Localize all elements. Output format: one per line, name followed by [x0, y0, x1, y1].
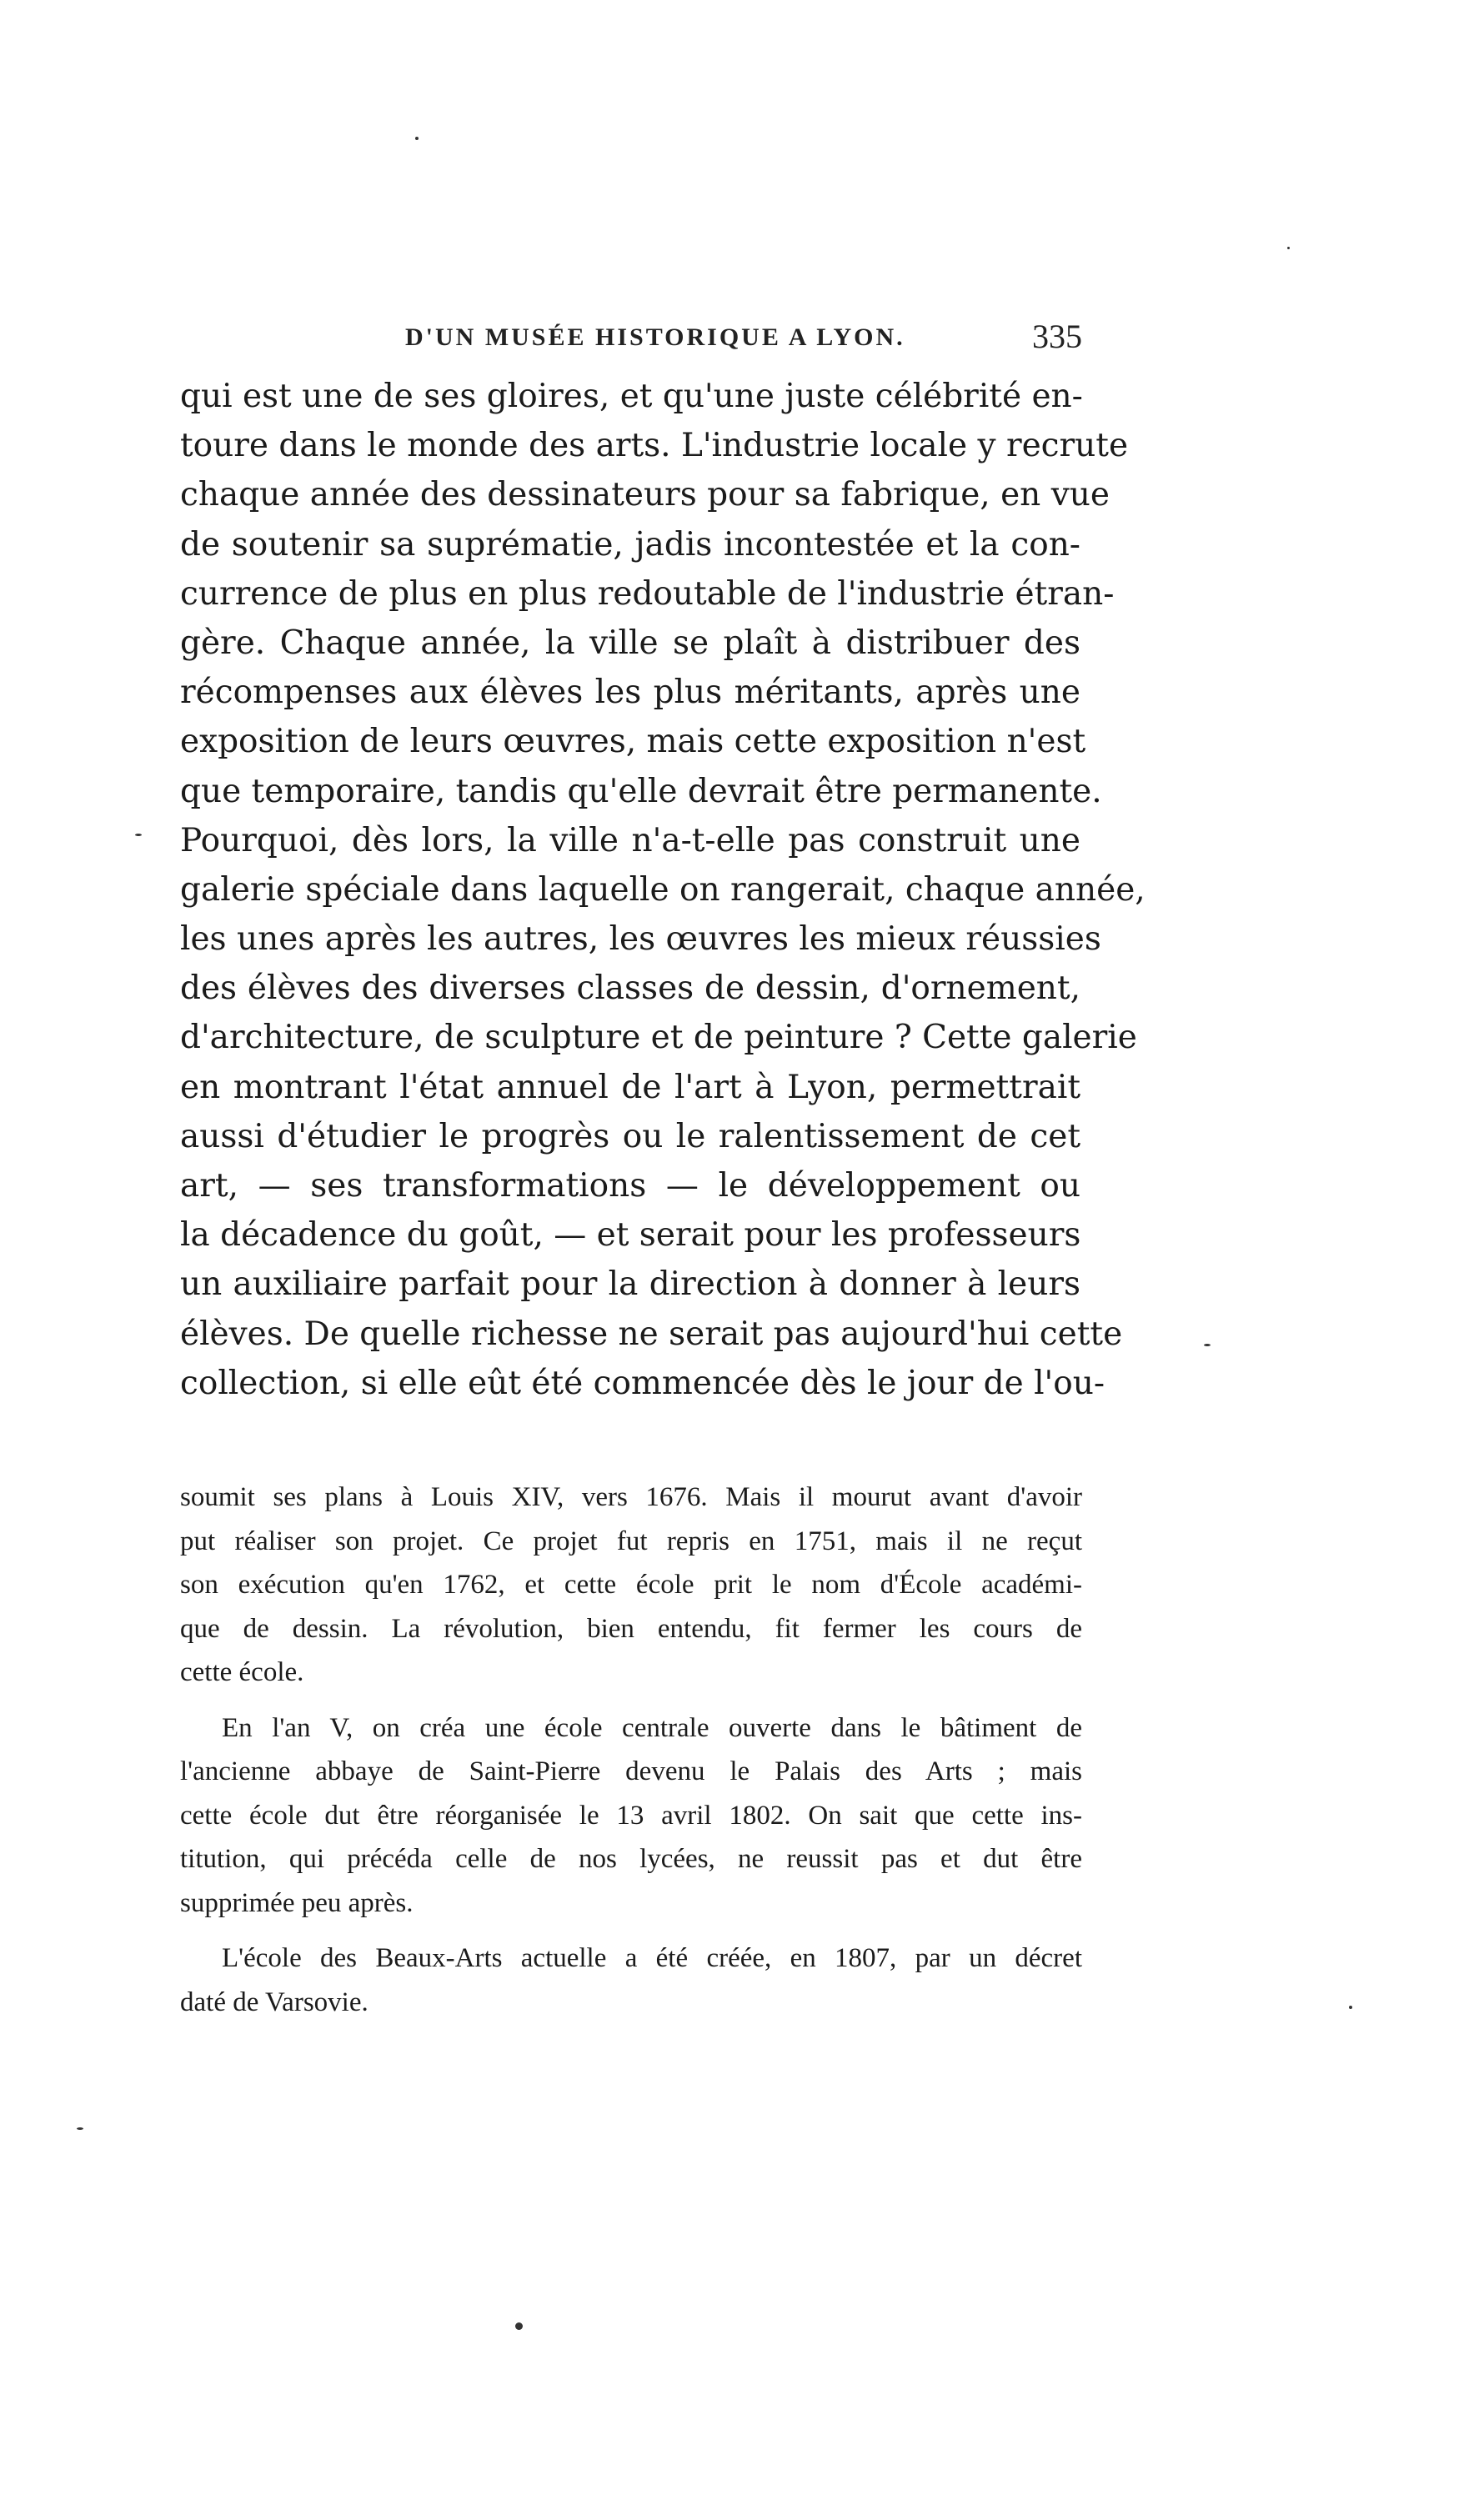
body-line: que temporaire, tandis qu'elle devrait être permanente. [180, 772, 1102, 810]
footnote-line: supprimée peu après. [180, 1887, 414, 1918]
body-line: en montrant l'état annuel de l'art à Lyon, permettrait [180, 1068, 1080, 1106]
print-speck [77, 2127, 83, 2130]
print-speck [415, 137, 419, 140]
footnote-line: cette école dut être réorganisée le 13 avril 1802. On sait que cette ins- [180, 1800, 1082, 1831]
footnote-line: soumit ses plans à Louis XIV, vers 1676. Mais il mourut avant d'avoir [180, 1482, 1082, 1512]
footnote-line: L'école des Beaux-Arts actuelle a été créée, en 1807, par un décret [222, 1943, 1082, 1973]
body-line: exposition de leurs œuvres, mais cette exposition n'est [180, 723, 1086, 761]
body-line: un auxiliaire parfait pour la direction à donner à leurs [180, 1265, 1080, 1304]
footnotes [180, 1475, 1082, 2024]
body-line: aussi d'étudier le progrès ou le ralentissement de cet [180, 1117, 1080, 1155]
footnote-line: titution, qui précéda celle de nos lycées, ne reussit pas et dut être [180, 1844, 1082, 1874]
body-line: d'architecture, de sculpture et de peinture ? Cette galerie [180, 1019, 1137, 1057]
body-line: toure dans le monde des arts. L'industrie locale y recrute [180, 427, 1129, 465]
body-line: de soutenir sa suprématie, jadis incontestée et la con- [180, 525, 1080, 564]
footnote-line: que de dessin. La révolution, bien entendu, fit fermer les cours de [180, 1613, 1082, 1644]
paragraph-gap [180, 1695, 1082, 1706]
running-title: D'UN MUSÉE HISTORIQUE A LYON. [405, 323, 905, 351]
footnote-line: En l'an V, on créa une école centrale ouverte dans le bâtiment de [222, 1712, 1082, 1743]
body-line: art, — ses transformations — le développement ou [180, 1167, 1080, 1205]
footnote-line: cette école. [180, 1657, 304, 1687]
body-line: gère. Chaque année, la ville se plaît à distribuer des [180, 624, 1080, 662]
page-number: 335 [1032, 318, 1082, 355]
body-line: galerie spéciale dans laquelle on rangerait, chaque année, [180, 870, 1146, 909]
body-line: les unes après les autres, les œuvres les mieux réussies [180, 920, 1101, 959]
body-line: collection, si elle eût été commencée dès le jour de l'ou- [180, 1364, 1106, 1402]
footnote-line: daté de Varsovie. [180, 1986, 368, 2017]
body-line: Pourquoi, dès lors, la ville n'a-t-elle pas construit une [180, 821, 1080, 859]
print-speck [135, 834, 142, 836]
footnote-line: l'ancienne abbaye de Saint-Pierre devenu le Palais des Arts ; mais [180, 1756, 1082, 1786]
print-speck [1349, 2006, 1352, 2009]
body-line: récompenses aux élèves les plus méritants, après une [180, 674, 1080, 712]
main-text [180, 372, 1146, 1408]
footnote-line: put réaliser son projet. Ce projet fut repris en 1751, mais il ne reçut [180, 1526, 1082, 1556]
body-line: des élèves des diverses classes de dessin, d'ornement, [180, 969, 1080, 1008]
body-line: élèves. De quelle richesse ne serait pas aujourd'hui cette [180, 1315, 1123, 1353]
body-line: la décadence du goût, — et serait pour les professeurs [180, 1216, 1081, 1255]
footnote-line: son exécution qu'en 1762, et cette école prit le nom d'École académi- [180, 1570, 1082, 1600]
body-line: qui est une de ses gloires, et qu'une juste célébrité en- [180, 378, 1083, 415]
print-speck [1204, 1344, 1211, 1346]
body-line: currence de plus en plus redoutable de l'industrie étran- [180, 574, 1115, 613]
print-speck [1287, 247, 1290, 249]
running-head [0, 318, 1474, 373]
paragraph-gap [180, 1925, 1082, 1936]
print-speck [515, 2322, 523, 2330]
body-line: chaque année des dessinateurs pour sa fabrique, en vue [180, 476, 1110, 514]
